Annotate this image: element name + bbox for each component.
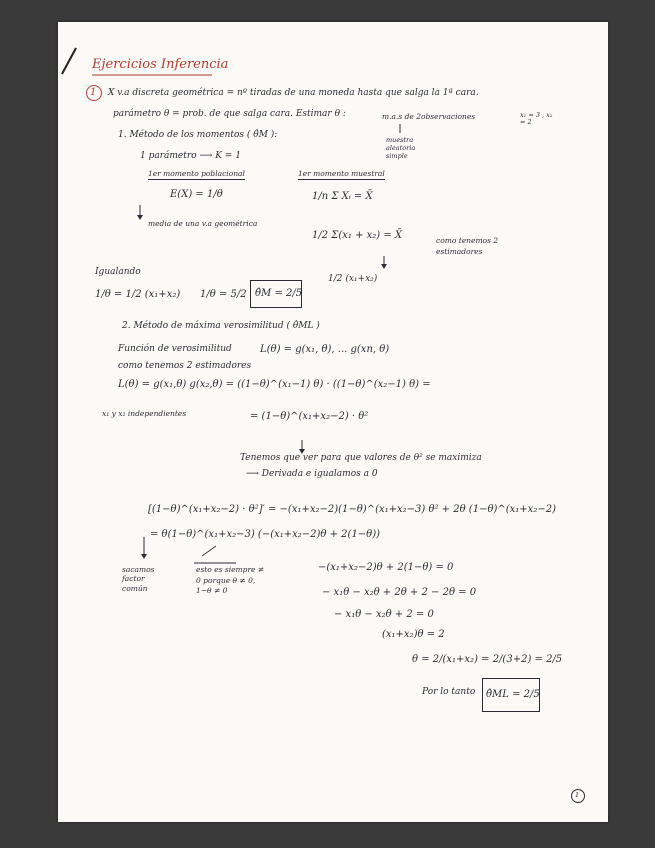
pop-moment-formula: E(X) = 1/θ xyxy=(170,189,223,200)
likelihood-formula: L(θ) = g(x₁, θ), ... g(xn, θ) xyxy=(260,344,390,355)
moments-eq-1: 1/θ = 1/2 (x₁+x₂) xyxy=(95,289,181,300)
solve-step-4: (x₁+x₂)θ = 2 xyxy=(382,629,445,640)
independence-note: x₁ y x₂ independientes xyxy=(102,409,187,418)
sample-values: x₁ = 3 , x₂ = 2 xyxy=(520,111,553,126)
exercise-statement-1: X v.a discreta geométrica = nº tiradas de una moneda hasta que salga la 1ª cara. xyxy=(108,88,479,98)
factor-note: sacamos factor común xyxy=(122,565,155,593)
exercise-number: 1 xyxy=(90,87,97,98)
sample-moment-formula-2: 1/2 Σ(x₁ + x₂) = X̄ xyxy=(312,230,403,241)
equating-label: Igualando xyxy=(95,267,141,277)
derivative-note: ⟶ Derivada e igualamos a 0 xyxy=(246,469,378,479)
factored-expression: = θ(1−θ)^(x₁+x₂−3) (−(x₁+x₂−2)θ + 2(1−θ)) xyxy=(150,529,381,540)
sample-moment-formula: 1/n Σ Xᵢ = X̄ xyxy=(312,191,373,202)
mle-heading: 2. Método de máxima verosimilitud ( θ̂ML ) xyxy=(122,321,320,331)
nonzero-note: esto es siempre ≠ 0 porque θ ≠ 0, 1−θ ≠ 0 xyxy=(196,565,265,595)
moments-result: θ̂M = 2/5 xyxy=(255,288,303,299)
moments-params: 1 parámetro ⟶ K = 1 xyxy=(140,151,241,161)
moments-note: como tenemos 2 estimadores xyxy=(436,236,499,256)
derivative-expression: [(1−θ)^(x₁+x₂−2) · θ²]′ = −(x₁+x₂−2)(1−θ)^(x₁+x₂−3) θ² + 2θ (1−θ)^(x₁+x₂−2) xyxy=(148,504,556,515)
page-title: Ejercicios Inferencia xyxy=(92,57,229,72)
pop-moment-label: 1er momento poblacional xyxy=(148,169,245,178)
solve-step-3: − x₁θ − x₂θ + 2 = 0 xyxy=(334,609,434,620)
pop-moment-note: media de una v.a geométrica xyxy=(148,219,258,228)
solve-step-2: − x₁θ − x₂θ + 2θ + 2 − 2θ = 0 xyxy=(322,587,477,598)
mle-result: θ̂ML = 2/5 xyxy=(486,689,540,700)
exercise-statement-2: parámetro θ = prob. de que salga cara. Estimar θ : xyxy=(113,109,346,119)
solve-step-5: θ = 2/(x₁+x₂) = 2/(3+2) = 2/5 xyxy=(412,654,563,665)
sample-label: m.a.s de 2observaciones xyxy=(382,112,476,121)
sample-note: muestra aleatoria simple xyxy=(386,136,416,160)
page-number: 1 xyxy=(575,791,580,799)
likelihood-product: L(θ) = g(x₁,θ) g(x₂,θ) = ((1−θ)^(x₁−1) θ) · ((1−θ)^(x₂−1) θ) = xyxy=(118,379,431,390)
moments-eq-2: 1/θ = 5/2 xyxy=(200,289,247,300)
two-estimators-note: como tenemos 2 estimadores xyxy=(118,361,252,371)
likelihood-simplified: = (1−θ)^(x₁+x₂−2) · θ² xyxy=(250,411,369,422)
conclusion-label: Por lo tanto xyxy=(422,687,476,697)
sample-moment-label: 1er momento muestral xyxy=(298,169,385,178)
moments-heading: 1. Método de los momentos ( θ̂M ): xyxy=(118,130,278,140)
likelihood-label: Función de verosimilitud xyxy=(118,344,232,354)
sample-moment-result: 1/2 (x₁+x₂) xyxy=(328,274,378,284)
maximize-note: Tenemos que ver para que valores de θ² se maximiza xyxy=(240,453,482,463)
solve-step-1: −(x₁+x₂−2)θ + 2(1−θ) = 0 xyxy=(318,562,454,573)
